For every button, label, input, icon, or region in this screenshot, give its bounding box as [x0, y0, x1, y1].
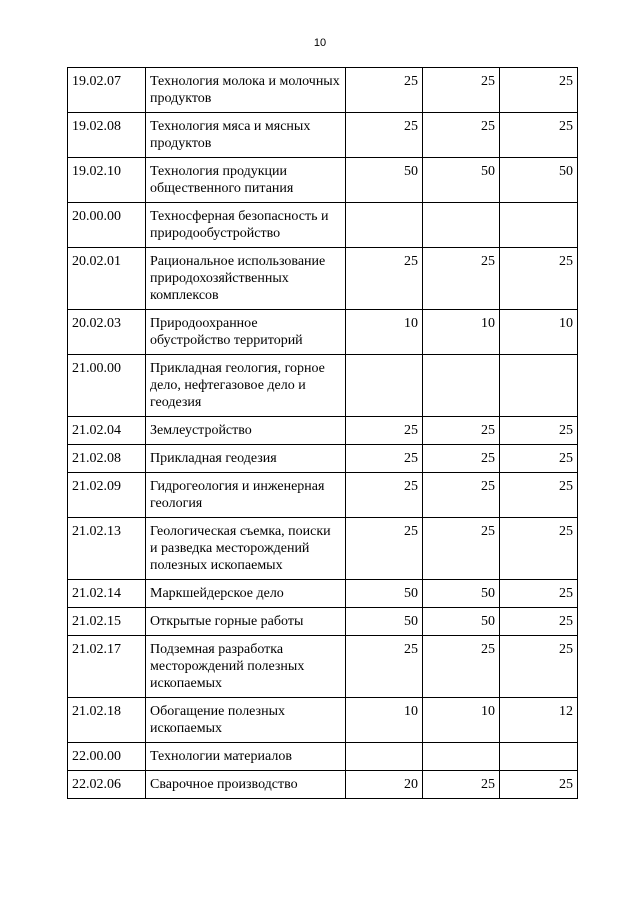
value-cell-1 — [346, 355, 423, 417]
value-cell-3: 10 — [500, 310, 578, 355]
value-cell-2 — [423, 355, 500, 417]
name-cell: Маркшейдерское дело — [146, 580, 346, 608]
table-row — [68, 113, 578, 158]
name-cell: Прикладная геодезия — [146, 445, 346, 473]
value-cell-3: 25 — [500, 248, 578, 310]
value-cell-2: 25 — [423, 636, 500, 698]
code-cell: 20.00.00 — [68, 203, 146, 248]
value-cell-1: 25 — [346, 518, 423, 580]
code-cell: 21.02.15 — [68, 608, 146, 636]
table-row — [68, 248, 578, 310]
table-row — [68, 771, 578, 799]
value-cell-1: 25 — [346, 636, 423, 698]
name-cell: Технология молока и молочных продуктов — [146, 68, 346, 113]
table-body — [68, 68, 578, 799]
value-cell-3: 25 — [500, 113, 578, 158]
name-cell: Технологии материалов — [146, 743, 346, 771]
value-cell-1 — [346, 203, 423, 248]
value-cell-2: 25 — [423, 417, 500, 445]
value-cell-3 — [500, 355, 578, 417]
code-cell: 21.02.09 — [68, 473, 146, 518]
value-cell-3: 25 — [500, 771, 578, 799]
value-cell-2: 50 — [423, 158, 500, 203]
value-cell-1: 50 — [346, 580, 423, 608]
value-cell-3 — [500, 743, 578, 771]
value-cell-1 — [346, 743, 423, 771]
table-row — [68, 743, 578, 771]
table-row — [68, 698, 578, 743]
value-cell-1: 25 — [346, 445, 423, 473]
page-number: 10 — [313, 37, 327, 49]
code-cell: 21.00.00 — [68, 355, 146, 417]
value-cell-2: 25 — [423, 771, 500, 799]
code-cell: 19.02.08 — [68, 113, 146, 158]
code-cell: 21.02.13 — [68, 518, 146, 580]
value-cell-1: 50 — [346, 158, 423, 203]
name-cell: Рациональное использование природохозяйственных комплексов — [146, 248, 346, 310]
value-cell-3: 25 — [500, 636, 578, 698]
table-row — [68, 203, 578, 248]
table-row — [68, 417, 578, 445]
code-cell: 20.02.01 — [68, 248, 146, 310]
name-cell: Обогащение полезных ископаемых — [146, 698, 346, 743]
value-cell-1: 25 — [346, 113, 423, 158]
table-row — [68, 310, 578, 355]
table-row — [68, 580, 578, 608]
value-cell-2 — [423, 203, 500, 248]
value-cell-1: 50 — [346, 608, 423, 636]
table-row — [68, 158, 578, 203]
value-cell-3: 12 — [500, 698, 578, 743]
name-cell: Сварочное производство — [146, 771, 346, 799]
value-cell-3: 50 — [500, 158, 578, 203]
table-row — [68, 473, 578, 518]
value-cell-3: 25 — [500, 445, 578, 473]
table-row — [68, 445, 578, 473]
code-cell: 19.02.07 — [68, 68, 146, 113]
value-cell-2: 10 — [423, 310, 500, 355]
table-row — [68, 636, 578, 698]
table-row — [68, 68, 578, 113]
value-cell-2: 10 — [423, 698, 500, 743]
value-cell-3: 25 — [500, 608, 578, 636]
name-cell: Прикладная геология, горное дело, нефтегазовое дело и геодезия — [146, 355, 346, 417]
value-cell-1: 10 — [346, 698, 423, 743]
value-cell-1: 10 — [346, 310, 423, 355]
name-cell: Техносферная безопасность и природообустройство — [146, 203, 346, 248]
code-cell: 21.02.17 — [68, 636, 146, 698]
value-cell-2: 25 — [423, 68, 500, 113]
code-cell: 22.02.06 — [68, 771, 146, 799]
value-cell-3 — [500, 203, 578, 248]
code-cell: 21.02.14 — [68, 580, 146, 608]
value-cell-2: 50 — [423, 608, 500, 636]
value-cell-2: 25 — [423, 248, 500, 310]
value-cell-1: 25 — [346, 417, 423, 445]
name-cell: Открытые горные работы — [146, 608, 346, 636]
name-cell: Природоохранное обустройство территорий — [146, 310, 346, 355]
value-cell-1: 25 — [346, 68, 423, 113]
code-cell: 21.02.18 — [68, 698, 146, 743]
value-cell-2: 25 — [423, 473, 500, 518]
value-cell-2 — [423, 743, 500, 771]
table-row — [68, 608, 578, 636]
value-cell-1: 20 — [346, 771, 423, 799]
value-cell-3: 25 — [500, 580, 578, 608]
value-cell-2: 25 — [423, 113, 500, 158]
value-cell-3: 25 — [500, 417, 578, 445]
code-cell: 22.00.00 — [68, 743, 146, 771]
name-cell: Подземная разработка месторождений полезных ископаемых — [146, 636, 346, 698]
specialty-table — [67, 67, 578, 799]
table-row — [68, 355, 578, 417]
name-cell: Гидрогеология и инженерная геология — [146, 473, 346, 518]
code-cell: 19.02.10 — [68, 158, 146, 203]
name-cell: Технология мяса и мясных продуктов — [146, 113, 346, 158]
code-cell: 21.02.08 — [68, 445, 146, 473]
value-cell-3: 25 — [500, 473, 578, 518]
table-row — [68, 518, 578, 580]
code-cell: 20.02.03 — [68, 310, 146, 355]
value-cell-2: 50 — [423, 580, 500, 608]
name-cell: Землеустройство — [146, 417, 346, 445]
value-cell-3: 25 — [500, 518, 578, 580]
value-cell-2: 25 — [423, 445, 500, 473]
name-cell: Технология продукции общественного питания — [146, 158, 346, 203]
value-cell-1: 25 — [346, 473, 423, 518]
name-cell: Геологическая съемка, поиски и разведка месторождений полезных ископаемых — [146, 518, 346, 580]
value-cell-3: 25 — [500, 68, 578, 113]
value-cell-2: 25 — [423, 518, 500, 580]
code-cell: 21.02.04 — [68, 417, 146, 445]
value-cell-1: 25 — [346, 248, 423, 310]
